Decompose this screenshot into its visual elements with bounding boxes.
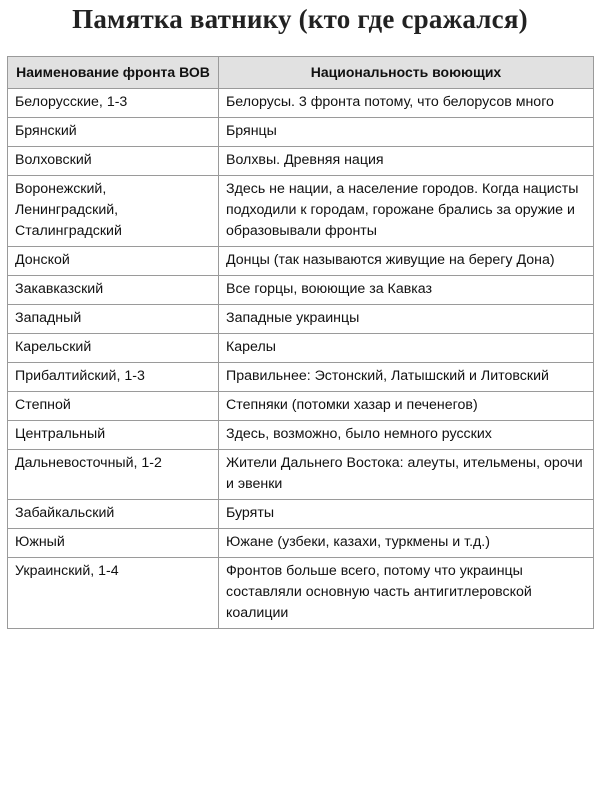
front-name-cell: Карельский <box>8 334 219 363</box>
table-row <box>8 363 594 392</box>
front-name-cell: Украинский, 1-4 <box>8 558 219 629</box>
table-row <box>8 305 594 334</box>
front-name-cell: Южный <box>8 529 219 558</box>
front-name-cell: Дальневосточный, 1-2 <box>8 450 219 500</box>
table-row <box>8 500 594 529</box>
front-name-cell: Закавказский <box>8 276 219 305</box>
nationality-cell: Здесь, возможно, было немного русских <box>219 421 594 450</box>
nationality-cell: Здесь не нации, а население городов. Когда нацисты подходили к городам, горожане брались за оружие и образовывали фронты <box>219 176 594 247</box>
front-name-cell: Брянский <box>8 118 219 147</box>
nationality-cell: Брянцы <box>219 118 594 147</box>
table-row <box>8 147 594 176</box>
table-row <box>8 392 594 421</box>
table-row <box>8 334 594 363</box>
front-name-cell: Волховский <box>8 147 219 176</box>
front-name-cell: Донской <box>8 247 219 276</box>
table-header-row <box>8 57 594 89</box>
table-row <box>8 89 594 118</box>
nationality-cell: Фронтов больше всего, потому что украинцы составляли основную часть антигитлеровской коалиции <box>219 558 594 629</box>
table-row <box>8 118 594 147</box>
table-row <box>8 276 594 305</box>
table-row <box>8 421 594 450</box>
header-front-name: Наименование фронта ВОВ <box>8 57 219 89</box>
table-row <box>8 558 594 629</box>
nationality-cell: Белорусы. 3 фронта потому, что белорусов много <box>219 89 594 118</box>
table-row <box>8 529 594 558</box>
nationality-cell: Волхвы. Древняя нация <box>219 147 594 176</box>
nationality-cell: Степняки (потомки хазар и печенегов) <box>219 392 594 421</box>
front-name-cell: Западный <box>8 305 219 334</box>
nationality-cell: Буряты <box>219 500 594 529</box>
nationality-cell: Жители Дальнего Востока: алеуты, ительмены, орочи и эвенки <box>219 450 594 500</box>
nationality-cell: Все горцы, воюющие за Кавказ <box>219 276 594 305</box>
nationality-cell: Правильнее: Эстонский, Латышский и Литовский <box>219 363 594 392</box>
header-nationality: Национальность воюющих <box>219 57 594 89</box>
table-row <box>8 176 594 247</box>
front-name-cell: Центральный <box>8 421 219 450</box>
table-row <box>8 247 594 276</box>
front-name-cell: Прибалтийский, 1-3 <box>8 363 219 392</box>
page-title: Памятка ватнику (кто где сражался) <box>72 4 528 34</box>
table-row <box>8 450 594 500</box>
nationality-cell: Карелы <box>219 334 594 363</box>
fronts-table <box>7 56 594 629</box>
front-name-cell: Белорусские, 1-3 <box>8 89 219 118</box>
front-name-cell: Степной <box>8 392 219 421</box>
nationality-cell: Донцы (так называются живущие на берегу Дона) <box>219 247 594 276</box>
nationality-cell: Западные украинцы <box>219 305 594 334</box>
front-name-cell: Забайкальский <box>8 500 219 529</box>
front-name-cell: Воронежский, Ленинградский, Сталинградский <box>8 176 219 247</box>
nationality-cell: Южане (узбеки, казахи, туркмены и т.д.) <box>219 529 594 558</box>
